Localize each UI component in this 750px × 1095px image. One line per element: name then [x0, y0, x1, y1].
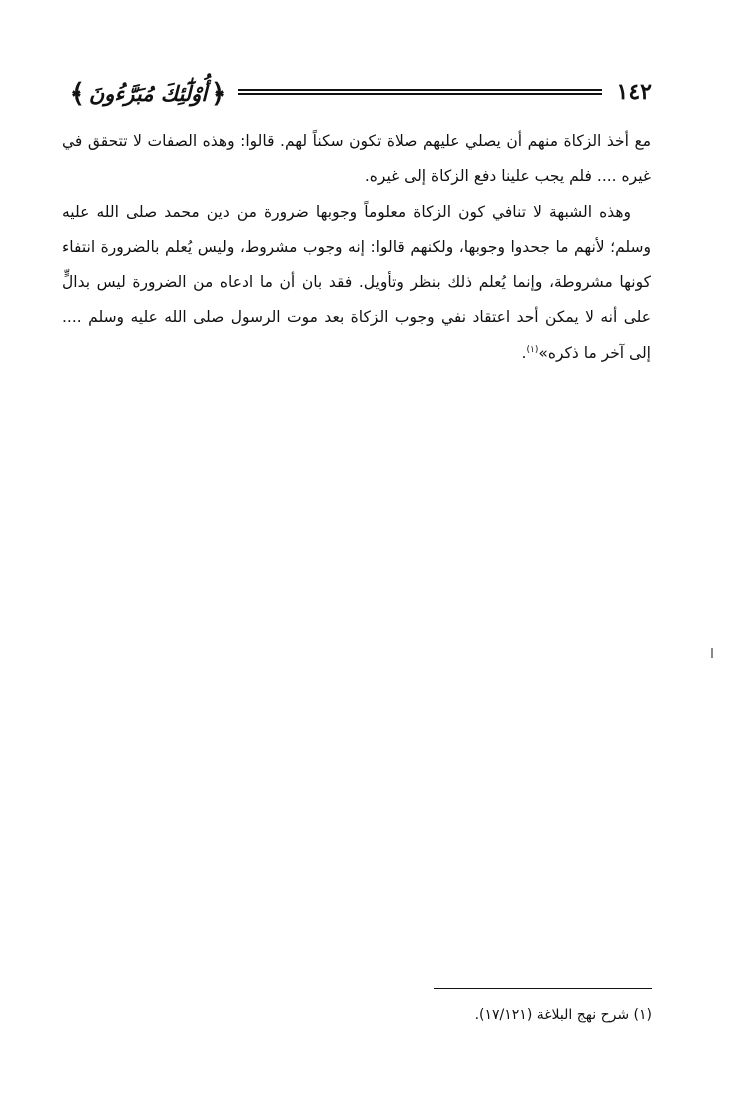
paragraph-2-text: وهذه الشبهة لا تنافي كون الزكاة معلوماً وجوبها ضرورة من دين محمد صلى الله عليه وسلم؛ لأنهم ما جحدوا وجوبها، ولكنهم قالوا: إنه وجوب مشروط، وليس يُعلم بالضرورة انتفاء كونها مشروطة، وإنما يُعلم ذلك بنظر وتأويل. فقد بان أن ما ادعاه من الضرورة ليس بدالٍّ على أنه لا يمكن أحد اعتقاد نفي وجوب الزكاة بعد موت الرسول صلى الله عليه وسلم .... إلى آخر ما ذكره»: [62, 202, 651, 362]
paragraph-2-end-punctuation: .: [521, 343, 527, 362]
title-bracket-open: ﴿: [211, 79, 227, 109]
paragraph-1: [62, 124, 651, 195]
page-header: [60, 74, 652, 114]
page-number: ١٤٢: [616, 79, 652, 105]
paragraph-2: [62, 195, 651, 371]
margin-mark: [711, 648, 713, 658]
paragraph-1-text: مع أخذ الزكاة منهم أن يصلي عليهم صلاة تكون سكناً لهم. قالوا: وهذه الصفات لا تتحقق في غيره .... فلم يجب علينا دفع الزكاة إلى غيره.: [62, 132, 651, 186]
footnote-separator: [434, 988, 652, 989]
book-title: أُوْلَٰٓئِكَ مُبَرَّءُونَ: [88, 81, 208, 106]
footnote-text: شرح نهج البلاغة (١٧/١٢١).: [474, 1007, 630, 1023]
title-bracket-close: ﴾: [69, 79, 85, 109]
header-double-rule: [238, 89, 602, 95]
body-text: [62, 124, 651, 371]
running-title: [60, 74, 236, 114]
footnote-reference[interactable]: (١): [526, 344, 539, 355]
footnote-number: (١): [633, 1007, 652, 1023]
footnote-1: [475, 1004, 652, 1026]
